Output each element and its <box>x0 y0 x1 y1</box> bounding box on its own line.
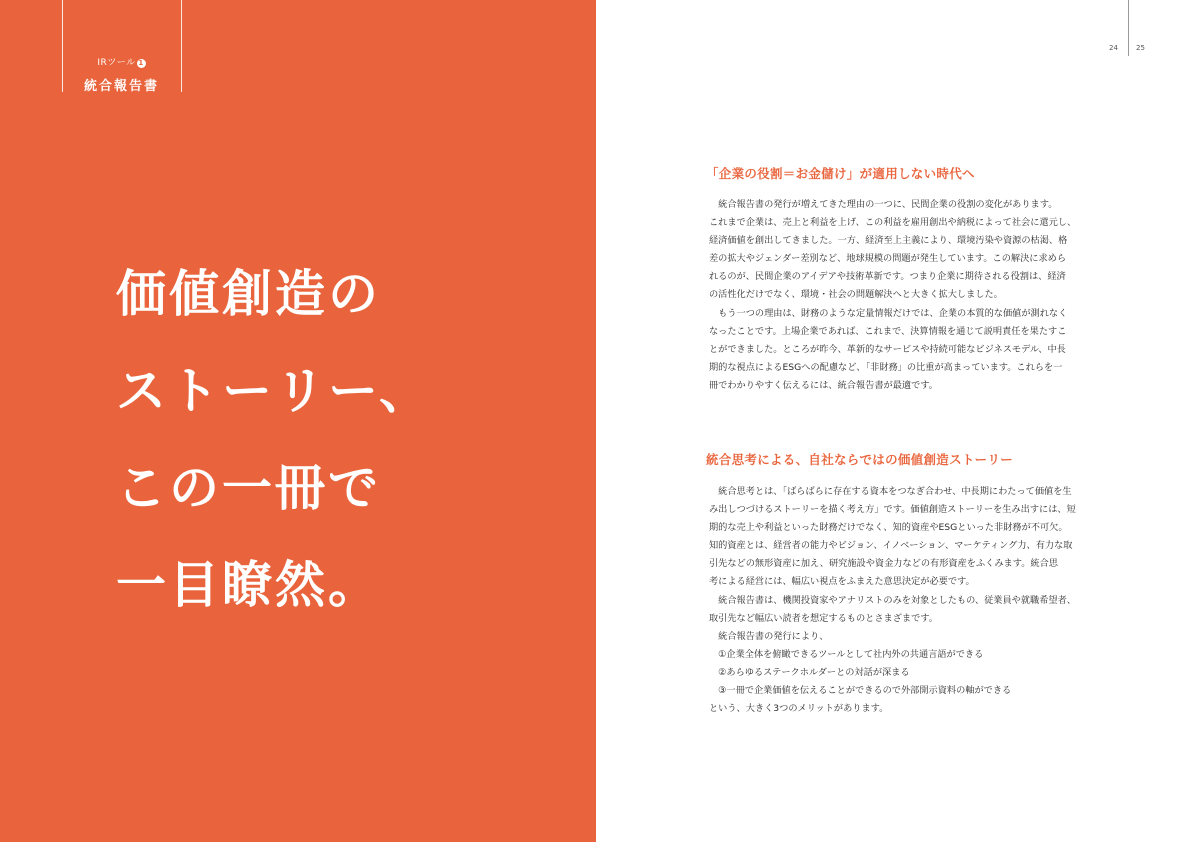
body-line: 期的な売上や利益といった財務だけでなく、知的資産やESGといった非財務が不可欠。 <box>709 522 1068 534</box>
page-number-right: 25 <box>1136 44 1145 52</box>
list-item: ①企業全体を俯瞰できるツールとして社内外の共通言語ができる <box>709 648 984 660</box>
list-item: ②あらゆるステークホルダーとの対話が深まる <box>709 666 910 678</box>
headline-line-4: 一目瞭然。 <box>116 556 381 614</box>
body-line: 統合思考とは、「ばらばらに存在する資本をつなぎ合わせ、中長期にわたって価値を生 <box>709 486 1072 497</box>
body-line: という、大きく3つのメリットがあります。 <box>709 703 889 715</box>
tab-divider-right <box>181 0 182 92</box>
body-line: 考による経営には、幅広い視点をふまえた意思決定が必要です。 <box>709 576 975 588</box>
headline <box>116 246 432 634</box>
body-line: 期的な視点によるESGへの配慮など、「非財務」の比重が高まっています。これらを一 <box>709 361 1063 373</box>
body-line: 統合報告書の発行が増えてきた理由の一つに、民間企業の役割の変化があります。 <box>709 199 1058 210</box>
category-number-badge: 1 <box>138 59 144 67</box>
category-title: 統合報告書 <box>83 79 159 94</box>
list-item: ③一冊で企業価値を伝えることができるので外部開示資料の軸ができる <box>709 685 1012 697</box>
body-line: 統合報告書は、機関投資家やアナリストのみを対象としたもの、従業員や就職希望者、 <box>709 594 1076 606</box>
body-line: 経済価値を創出してきました。一方、経済至上主義により、環境汚染や資源の枯渇、格 <box>709 235 1068 247</box>
section-2-title: 統合思考による、自社ならではの価値創造ストーリー <box>706 452 1014 467</box>
body-line: れるのが、民間企業のアイデアや技術革新です。つまり企業に期待される役割は、経済 <box>709 271 1066 283</box>
headline-line-2: ストーリー、 <box>116 362 432 420</box>
body-line: 取引先など幅広い読者を想定するものとさまざまです。 <box>709 612 938 624</box>
section-1-title: 「企業の役割＝お金儲け」が適用しない時代へ <box>706 166 975 181</box>
folio-divider <box>1128 0 1129 56</box>
body-line: なったことです。上場企業であれば、これまで、決算情報を通じて説明責任を果たすこ <box>709 325 1067 337</box>
category-tag <box>62 55 181 68</box>
body-line: の活性化だけでなく、環境・社会の問題解決へと大きく拡大しました。 <box>709 289 1003 301</box>
body-line: 統合報告書の発行により、 <box>709 630 829 642</box>
headline-line-3: この一冊で <box>116 459 381 517</box>
body-line: 冊でわかりやすく伝えるには、統合報告書が最適です。 <box>709 379 938 391</box>
category-tag-label: IRツール <box>97 58 136 68</box>
headline-line-1: 価値創造の <box>116 265 381 323</box>
section-1-body <box>709 196 1149 395</box>
body-line: 引先などの無形資産に加え、研究施設や資金力などの有形資産をふくみます。統合思 <box>709 558 1058 570</box>
body-line: 差の拡大やジェンダー差別など、地球規模の問題が発生しています。この解決に求めら <box>709 253 1067 265</box>
body-line: み出しつづけるストーリーを描く考え方」です。価値創造ストーリーを生み出すには、短 <box>709 504 1076 516</box>
body-line: これまで企業は、売上と利益を上げ、この利益を雇用創出や納税によって社会に還元し、 <box>709 217 1077 229</box>
body-line: 知的資産とは、経営者の能力やビジョン、イノベーション、マーケティング力、有力な取 <box>709 540 1073 552</box>
body-line: もう一つの理由は、財務のような定量情報だけでは、企業の本質的な価値が測れなく <box>709 307 1068 319</box>
body-line: とができました。ところが昨今、革新的なサービスや持続可能なビジネスモデル、中長 <box>709 343 1066 355</box>
section-2-body <box>709 483 1149 718</box>
page-number-left: 24 <box>1109 44 1118 52</box>
